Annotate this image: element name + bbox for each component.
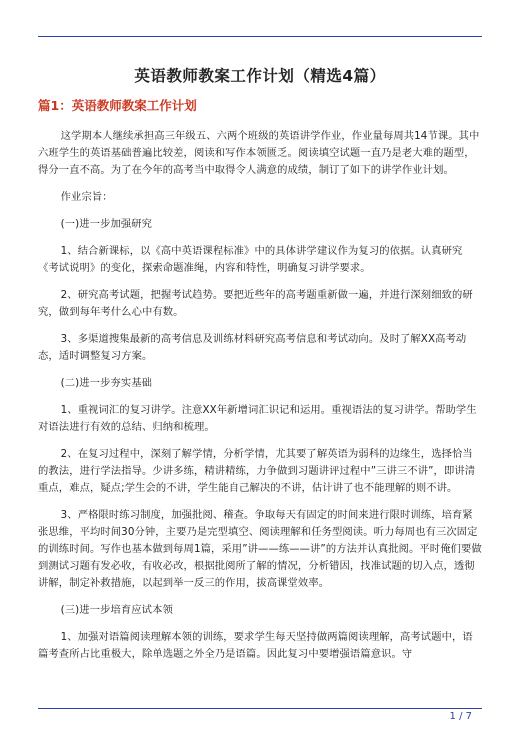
header-rule (38, 36, 482, 37)
paragraph-foundation-1: 1、重视词汇的复习讲学。注意XX年新增词汇识记和运用。重视语法的复习讲学。帮助学生对语法进行有效的总结、归纳和梳理。 (38, 404, 477, 433)
document-body (38, 50, 482, 673)
subheading-foundation: (二)进一步夯实基础 (60, 377, 153, 389)
paragraph-research-1: 1、结合新课标，以《高中英语课程标准》中的具体讲学建议作为复习的依据。认真研究《考试说明》的变化，探索命题准绳，内容和特性，明确复习讲学要求。 (38, 245, 463, 274)
footer-rule (38, 708, 482, 709)
paragraph-foundation-2: 2、在复习过程中，深刻了解学情，分析学情，尤其要了解英语为弱科的边缘生，选择恰当的教法，进行学法指导。少讲多练，精讲精练，力争做到习题讲评过程中”三讲三不讲”，即讲清重点，难点，疑点;学生会的不讲，学生能自己解决的不讲，估计讲了也不能理解的则不讲。 (38, 448, 476, 494)
subheading-exam-skills: (三)进一步培育应试本领 (60, 604, 173, 616)
paragraph-intro: 这学期本人继续承担高三年级五、六两个班级的英语讲学作业，作业量每周共14节课。其中六班学生的英语基础普遍比较差，阅读和写作本领匮乏。阅读填空试题一直乃是老大难的题型，得分一直不高。为了在今年的高考当中取得令人满意的成绩，制订了如下的讲学作业计划。 (38, 130, 480, 176)
section-heading: 篇1：英语教师教案工作计划 (38, 98, 197, 113)
page-number: 1 / 7 (449, 711, 472, 722)
paragraph-foundation-3: 3、严格限时练习制度，加强批阅、稽查。争取每天有固定的时间来进行限时训练，培育紧张思维，平均时间30分钟，主要乃是完型填空、阅读理解和任务型阅读。听力每周也有三次固定的训练时间。写作也基本做到每周1篇，采用”讲——练——讲”的方法并认真批阅。平时俺们要做到测试习题有发必收，有收必改，根据批阅所了解的情况，分析错因，找准试题的切入点，透彻讲解，制定补救措施，以起到举一反三的作用，拔高课堂效率。 (38, 509, 482, 589)
document-title: 英语教师教案工作计划（精选4篇） (134, 67, 386, 85)
paragraph-research-2: 2、研究高考试题，把握考试趋势。要把近些年的高考题重新做一遍，并进行深刻细致的研究，做到每年考什么心中有数。 (38, 289, 473, 318)
paragraph-research-3: 3、多渠道搜集最新的高考信息及训练材料研究高考信息和考试动向。及时了解XX高考动态，适时调整复习方案。 (38, 333, 467, 362)
paragraph-purpose: 作业宗旨： (60, 191, 113, 203)
paragraph-exam-skills-1: 1、加强对语篇阅读理解本领的训练，要求学生每天坚持做两篇阅读理解，高考试题中，语篇考查所占比重极大，除单选题之外全乃是语篇。因此复习中要增强语篇意识。守 (38, 631, 473, 660)
subheading-research: (一)进一步加强研究 (60, 218, 153, 230)
